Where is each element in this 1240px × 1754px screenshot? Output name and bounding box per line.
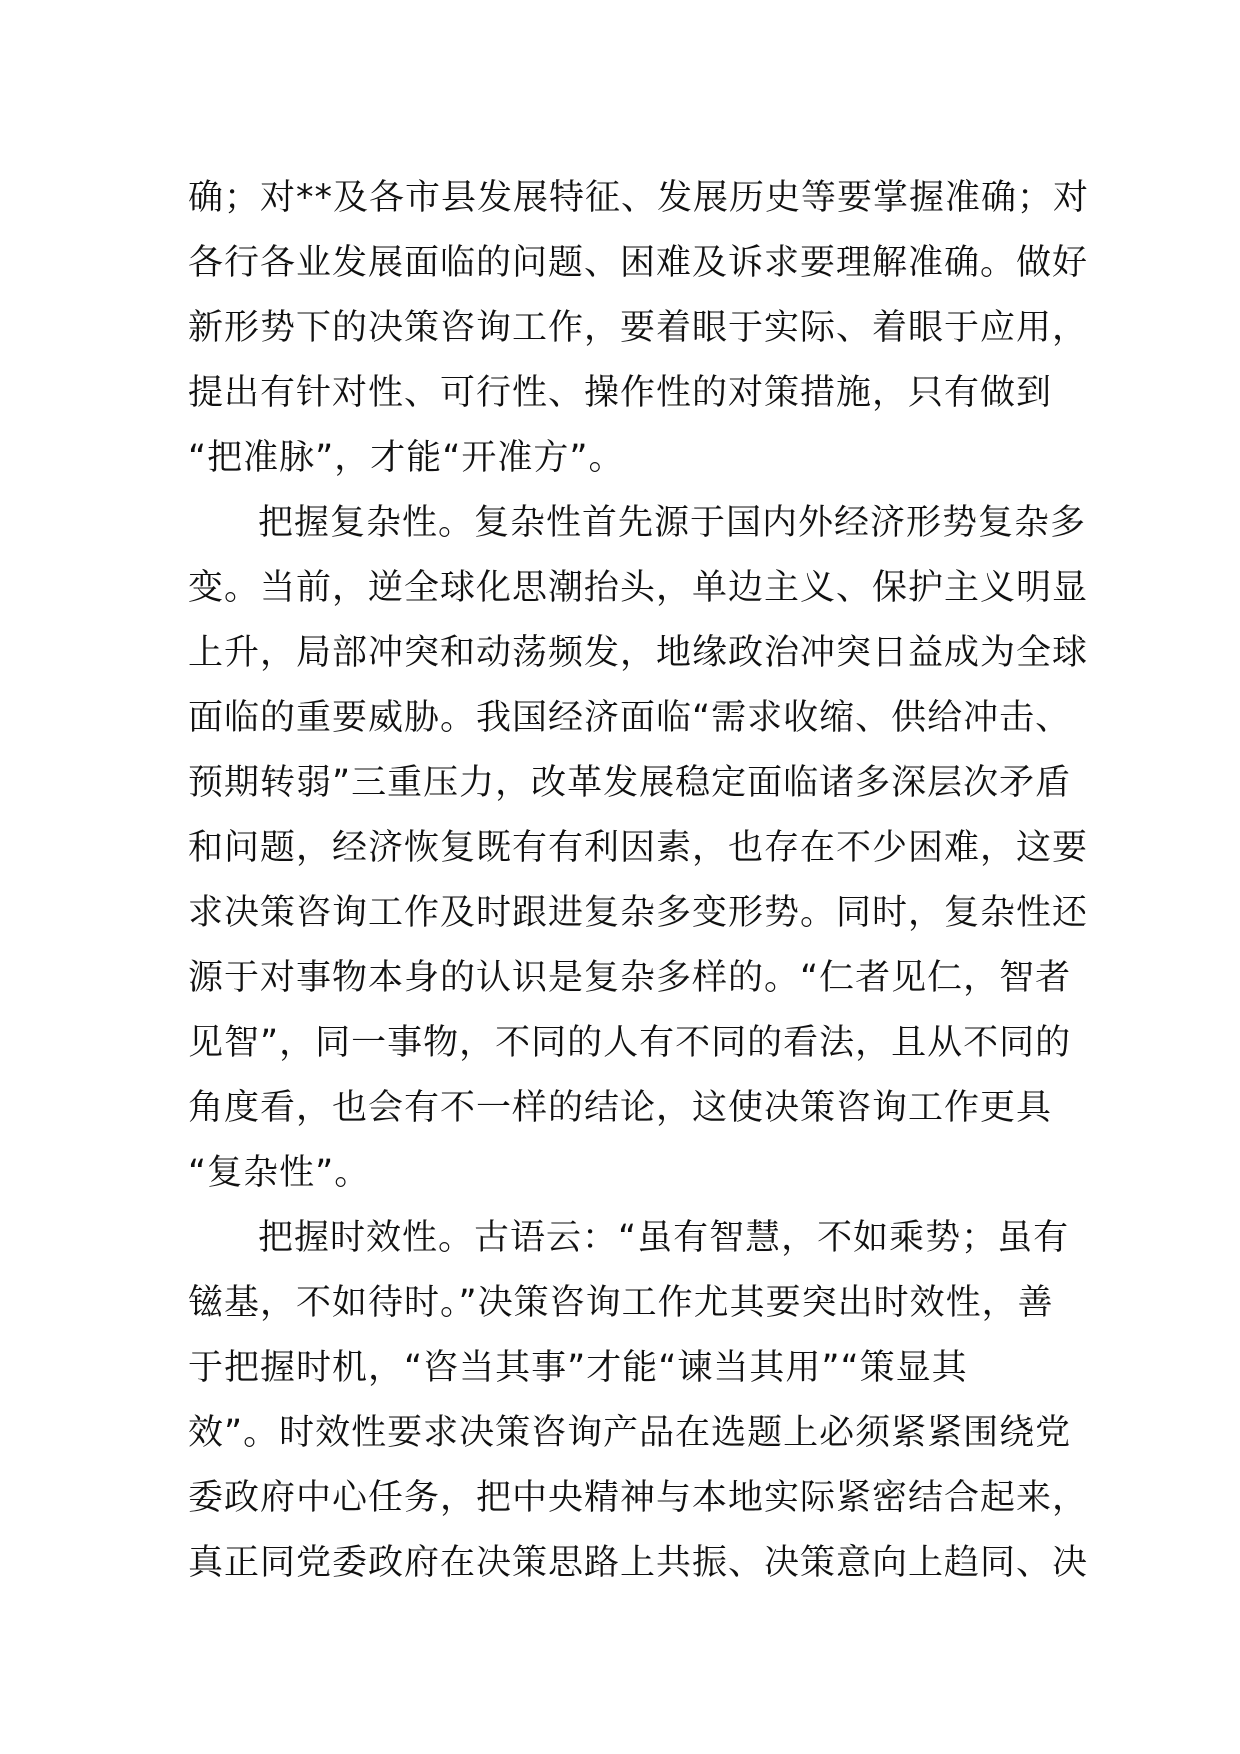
- text-line: 于把握时机，“咨当其事”才能“谏当其用”“策显其: [188, 1348, 968, 1388]
- paragraph-start-line: 把握复杂性。复杂性首先源于国内外经济形势复杂多: [258, 503, 1087, 543]
- text-line: 面临的重要威胁。我国经济面临“需求收缩、供给冲击、: [188, 698, 1072, 738]
- text-line: 真正同党委政府在决策思路上共振、决策意向上趋同、决: [188, 1543, 1089, 1583]
- text-line: “复杂性”。: [188, 1153, 371, 1193]
- text-line: 和问题，经济恢复既有有利因素，也存在不少困难，这要: [188, 828, 1089, 868]
- text-line: 角度看，也会有不一样的结论，这使决策咨询工作更具: [188, 1088, 1053, 1128]
- text-line: 委政府中心任务，把中央精神与本地实际紧密结合起来，: [188, 1478, 1089, 1518]
- text-line: 上升，局部冲突和动荡频发，地缘政治冲突日益成为全球: [188, 633, 1089, 673]
- paragraph-start-line: 把握时效性。古语云：“虽有智慧，不如乘势；虽有: [258, 1218, 1070, 1258]
- text-line: 求决策咨询工作及时跟进复杂多变形势。同时，复杂性还: [188, 893, 1089, 933]
- text-line: 见智”，同一事物，不同的人有不同的看法，且从不同的: [188, 1023, 1072, 1063]
- text-line: 各行各业发展面临的问题、困难及诉求要理解准确。做好: [188, 243, 1089, 283]
- text-line: 提出有针对性、可行性、操作性的对策措施，只有做到: [188, 373, 1053, 413]
- text-line: 效”。时效性要求决策咨询产品在选题上必须紧紧围绕党: [188, 1413, 1072, 1453]
- text-line: 预期转弱”三重压力，改革发展稳定面临诸多深层次矛盾: [188, 763, 1072, 803]
- text-line: 新形势下的决策咨询工作，要着眼于实际、着眼于应用，: [188, 308, 1089, 348]
- text-line: 确；对**及各市县发展特征、发展历史等要掌握准确；对: [188, 178, 1090, 218]
- text-line: 源于对事物本身的认识是复杂多样的。“仁者见仁，智者: [188, 958, 1072, 998]
- body-text: [188, 166, 1090, 1596]
- text-line: 变。当前，逆全球化思潮抬头，单边主义、保护主义明显: [188, 568, 1089, 608]
- text-line: “把准脉”，才能“开准方”。: [188, 438, 625, 478]
- text-line: 镃基，不如待时。”决策咨询工作尤其要突出时效性，善: [188, 1283, 1054, 1323]
